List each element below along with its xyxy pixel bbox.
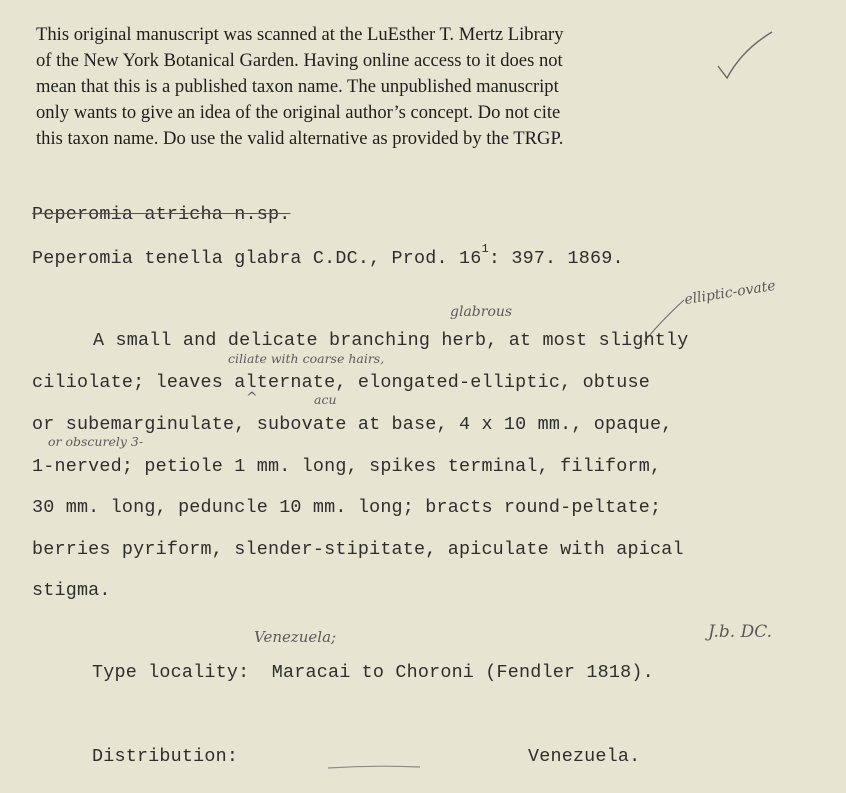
distribution-value: Venezuela. bbox=[528, 746, 641, 767]
notice-line: This original manuscript was scanned at the LuEsther T. Mertz Library bbox=[36, 24, 564, 45]
handwritten-ciliate-note: ciliate with coarse hairs, bbox=[228, 351, 385, 366]
struck-species-name: Peperomia atricha n.sp. bbox=[32, 204, 291, 225]
description-line: or subemarginulate, subovate at base, 4 x 10 mm., opaque, bbox=[32, 414, 673, 435]
notice-line: of the New York Botanical Garden. Having online access to it does not bbox=[36, 50, 563, 71]
type-locality bbox=[92, 662, 654, 683]
citation-text: Peperomia tenella glabra C.DC., Prod. 16 bbox=[32, 248, 482, 270]
handwritten-caret: ^ bbox=[246, 390, 258, 406]
handwritten-obscurely: or obscurely 3- bbox=[48, 434, 144, 449]
description-line: A small and delicate branching herb, at most slightly bbox=[93, 330, 689, 351]
checkmark-icon bbox=[712, 30, 776, 84]
handwritten-venezuela: Venezuela; bbox=[254, 628, 337, 646]
handwritten-acu: acu bbox=[314, 392, 337, 407]
citation-superscript: 1 bbox=[481, 242, 489, 256]
type-locality-value: Maracai to Choroni (Fendler 1818). bbox=[271, 662, 654, 683]
scan-notice bbox=[36, 22, 696, 152]
distribution-label: Distribution: bbox=[92, 746, 239, 767]
handwritten-glabrous: glabrous bbox=[450, 304, 513, 320]
description-line: 1-nerved; petiole 1 mm. long, spikes terminal, filiform, bbox=[32, 456, 662, 477]
notice-line: this taxon name. Do use the valid alternative as provided by the TRGP. bbox=[36, 128, 564, 149]
species-citation bbox=[32, 242, 624, 270]
handwritten-elliptic-ovate: elliptic-ovate bbox=[683, 277, 777, 309]
description-line: stigma. bbox=[32, 580, 111, 601]
handwritten-initials: J.b. DC. bbox=[708, 622, 773, 642]
notice-line: only wants to give an idea of the original author’s concept. Do not cite bbox=[36, 102, 561, 123]
notice-line: mean that this is a published taxon name. The unpublished manuscript bbox=[36, 76, 559, 97]
citation-text-end: : 397. 1869. bbox=[488, 248, 624, 270]
type-locality-label: Type locality: bbox=[92, 662, 250, 683]
description-line: 30 mm. long, peduncle 10 mm. long; bracts round-peltate; bbox=[32, 497, 662, 518]
description-line: berries pyriform, slender-stipitate, apiculate with apical bbox=[32, 539, 684, 560]
description-line: ciliolate; leaves alternate, elongated-elliptic, obtuse bbox=[32, 372, 650, 393]
pencil-underline bbox=[326, 762, 422, 772]
